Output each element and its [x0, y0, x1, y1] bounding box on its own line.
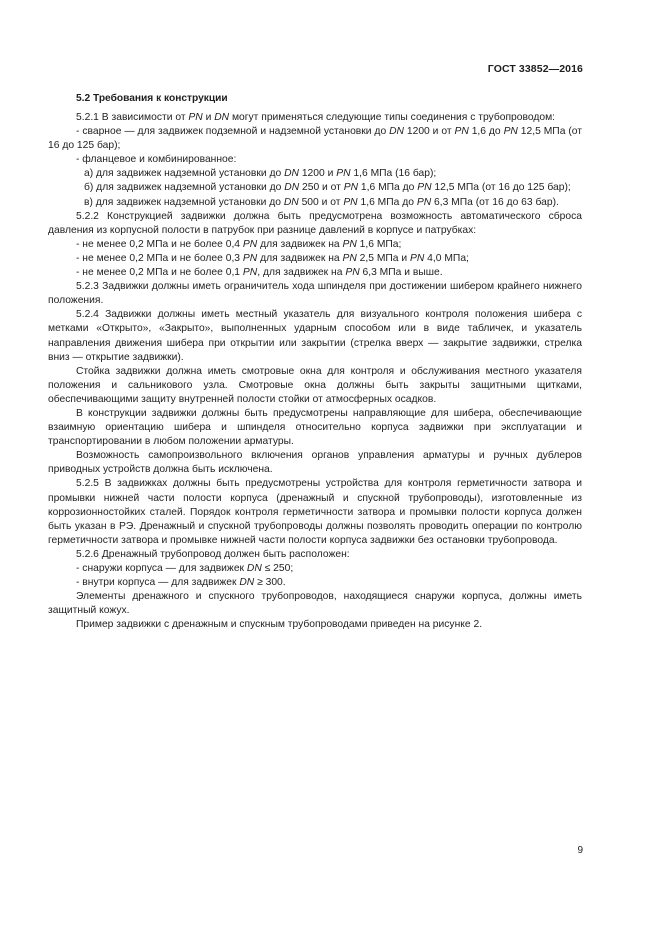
paragraph-p17: 5.2.6 Дренажный трубопровод должен быть расположен:	[76, 548, 350, 560]
paragraph-p10: - не менее 0,2 МПа и не более 0,1 PN, для задвижек на PN 6,3 МПа и выше.	[76, 267, 443, 279]
paragraph-p19: - внутри корпуса — для задвижек DN ≥ 300.	[76, 577, 286, 589]
paragraph-p14: В конструкции задвижки должны быть предусмотрены направляющие для шибера, обеспечивающие взаимную ориентацию шибера и шпинделя относительно корпуса задвижки при эксплуатации и транспортировании в любом положении арматуры.	[48, 407, 582, 448]
paragraph-p13: Стойка задвижки должна иметь смотровые окна для контроля и обслуживания местного указателя положения и сальникового узла. Смотровые окна должны быть закрыты защитными щитками, обеспечивающими защиту внутренней полости стойки от атмосферных осадков.	[48, 365, 582, 405]
paragraph-p15: Возможность самопроизвольного включения органов управления арматуры и ручных дублеров приводных устройств должна быть исключена.	[48, 450, 582, 476]
document-code: ГОСТ 33852—2016	[487, 63, 583, 75]
paragraph-p6: в) для задвижек надземной установки до DN 500 и от PN 1,6 МПа до PN 6,3 МПа (от 16 до 63 бар).	[84, 196, 559, 208]
paragraph-p2: - сварное — для задвижек подземной и надземной установки до DN 1200 и от PN 1,6 до PN 12,5 МПа (от 16 до 125 бар);	[48, 126, 582, 152]
paragraph-p12: 5.2.4 Задвижки должны иметь местный указатель для визуального контроля положения шибера с метками «Открыто», «Закрыто», выполненных ударным способом или в виде табличек, и указатель направления движения шибера при открытии или закрытии (стрелка вверх — закрытие задвижки, стрелка вниз — открытие задвижки).	[48, 309, 582, 363]
paragraph-p1: 5.2.1 В зависимости от PN и DN могут применяться следующие типы соединения с трубопроводом:	[76, 112, 556, 123]
page-number: 9	[577, 845, 583, 856]
paragraph-p8: - не менее 0,2 МПа и не более 0,4 PN для задвижек на PN 1,6 МПа;	[76, 238, 402, 250]
paragraph-p20: Элементы дренажного и спускного трубопроводов, находящиеся снаружи корпуса, должны иметь защитный кожух.	[48, 591, 582, 617]
paragraph-p18: - снаружи корпуса — для задвижек DN ≤ 250;	[76, 563, 294, 574]
paragraph-p7: 5.2.2 Конструкцией задвижки должна быть предусмотрена возможность автоматического сброса давления из корпусной полости в патрубок при разнице давлений в корпусе и патрубках:	[48, 210, 582, 236]
paragraph-p4: а) для задвижек надземной установки до DN 1200 и PN 1,6 МПа (16 бар);	[84, 168, 437, 180]
section-body	[48, 111, 582, 632]
paragraph-p21: Пример задвижки с дренажным и спускным трубопроводами приведен на рисунке 2.	[76, 619, 483, 631]
paragraph-p16: 5.2.5 В задвижках должны быть предусмотрены устройства для контроля герметичности затвора и промывки нижней части полости корпуса (дренажный и спускной трубопроводы), изготовленные из коррозионностойких сталей. Порядок контроля герметичности затвора и промывки полости корпуса должен быть указан в РЭ. Дренажный и спускной трубопроводы должны позволять проводить операции по контролю герметичности затвора и промывке нижней части полости корпуса задвижки без остановки трубопровода.	[48, 478, 582, 546]
paragraph-p9: - не менее 0,2 МПа и не более 0,3 PN для задвижек на PN 2,5 МПа и PN 4,0 МПа;	[76, 252, 469, 264]
paragraph-p5: б) для задвижек надземной установки до DN 250 и от PN 1,6 МПа до PN 12,5 МПа (от 16 до 125 бар);	[84, 182, 571, 194]
paragraph-p11: 5.2.3 Задвижки должны иметь ограничитель хода шпинделя при достижении шибером крайнего нижнего положения.	[48, 281, 582, 307]
paragraph-p3: - фланцевое и комбинированное:	[76, 154, 237, 166]
section-title: 5.2 Требования к конструкции	[76, 93, 228, 104]
